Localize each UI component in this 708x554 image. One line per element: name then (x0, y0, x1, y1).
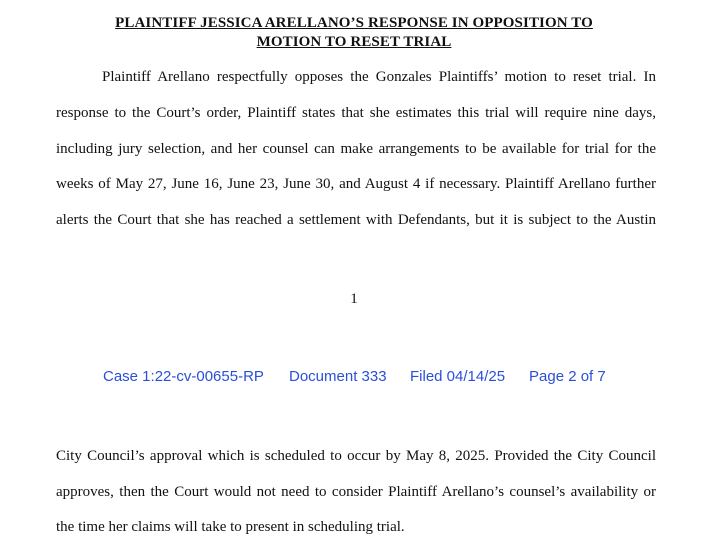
case-number: Case 1:22-cv-00655-RP (103, 368, 264, 385)
paragraph-line: alerts the Court that she has reached a settlement with Defendants, but it is subject to the Austin (56, 212, 656, 228)
page-count: Page 2 of 7 (529, 368, 606, 385)
document-title-line-2: MOTION TO RESET TRIAL (256, 34, 452, 50)
paragraph-line: City Council’s approval which is scheduled to occur by May 8, 2025. Provided the City Council (56, 448, 656, 464)
paragraph-line: the time her claims will take to present in scheduling trial. (56, 519, 405, 535)
paragraph-line: weeks of May 27, June 16, June 23, June 30, and August 4 if necessary. Plaintiff Arellano further (56, 176, 656, 192)
paragraph-line: response to the Court’s order, Plaintiff states that she estimates this trial will require nine days, (56, 105, 656, 121)
document-number: Document 333 (289, 368, 387, 385)
document-title-line-1: PLAINTIFF JESSICA ARELLANO’S RESPONSE IN OPPOSITION TO (115, 15, 593, 31)
page-number: 1 (350, 291, 358, 307)
paragraph-line: including jury selection, and her counsel can make arrangements to be available for trial for the (56, 141, 656, 157)
filed-date: Filed 04/14/25 (410, 368, 506, 385)
paragraph-line: approves, then the Court would not need to consider Plaintiff Arellano’s counsel’s availability or (56, 484, 656, 500)
paragraph-line: Plaintiff Arellano respectfully opposes the Gonzales Plaintiffs’ motion to reset trial. In (102, 69, 656, 85)
